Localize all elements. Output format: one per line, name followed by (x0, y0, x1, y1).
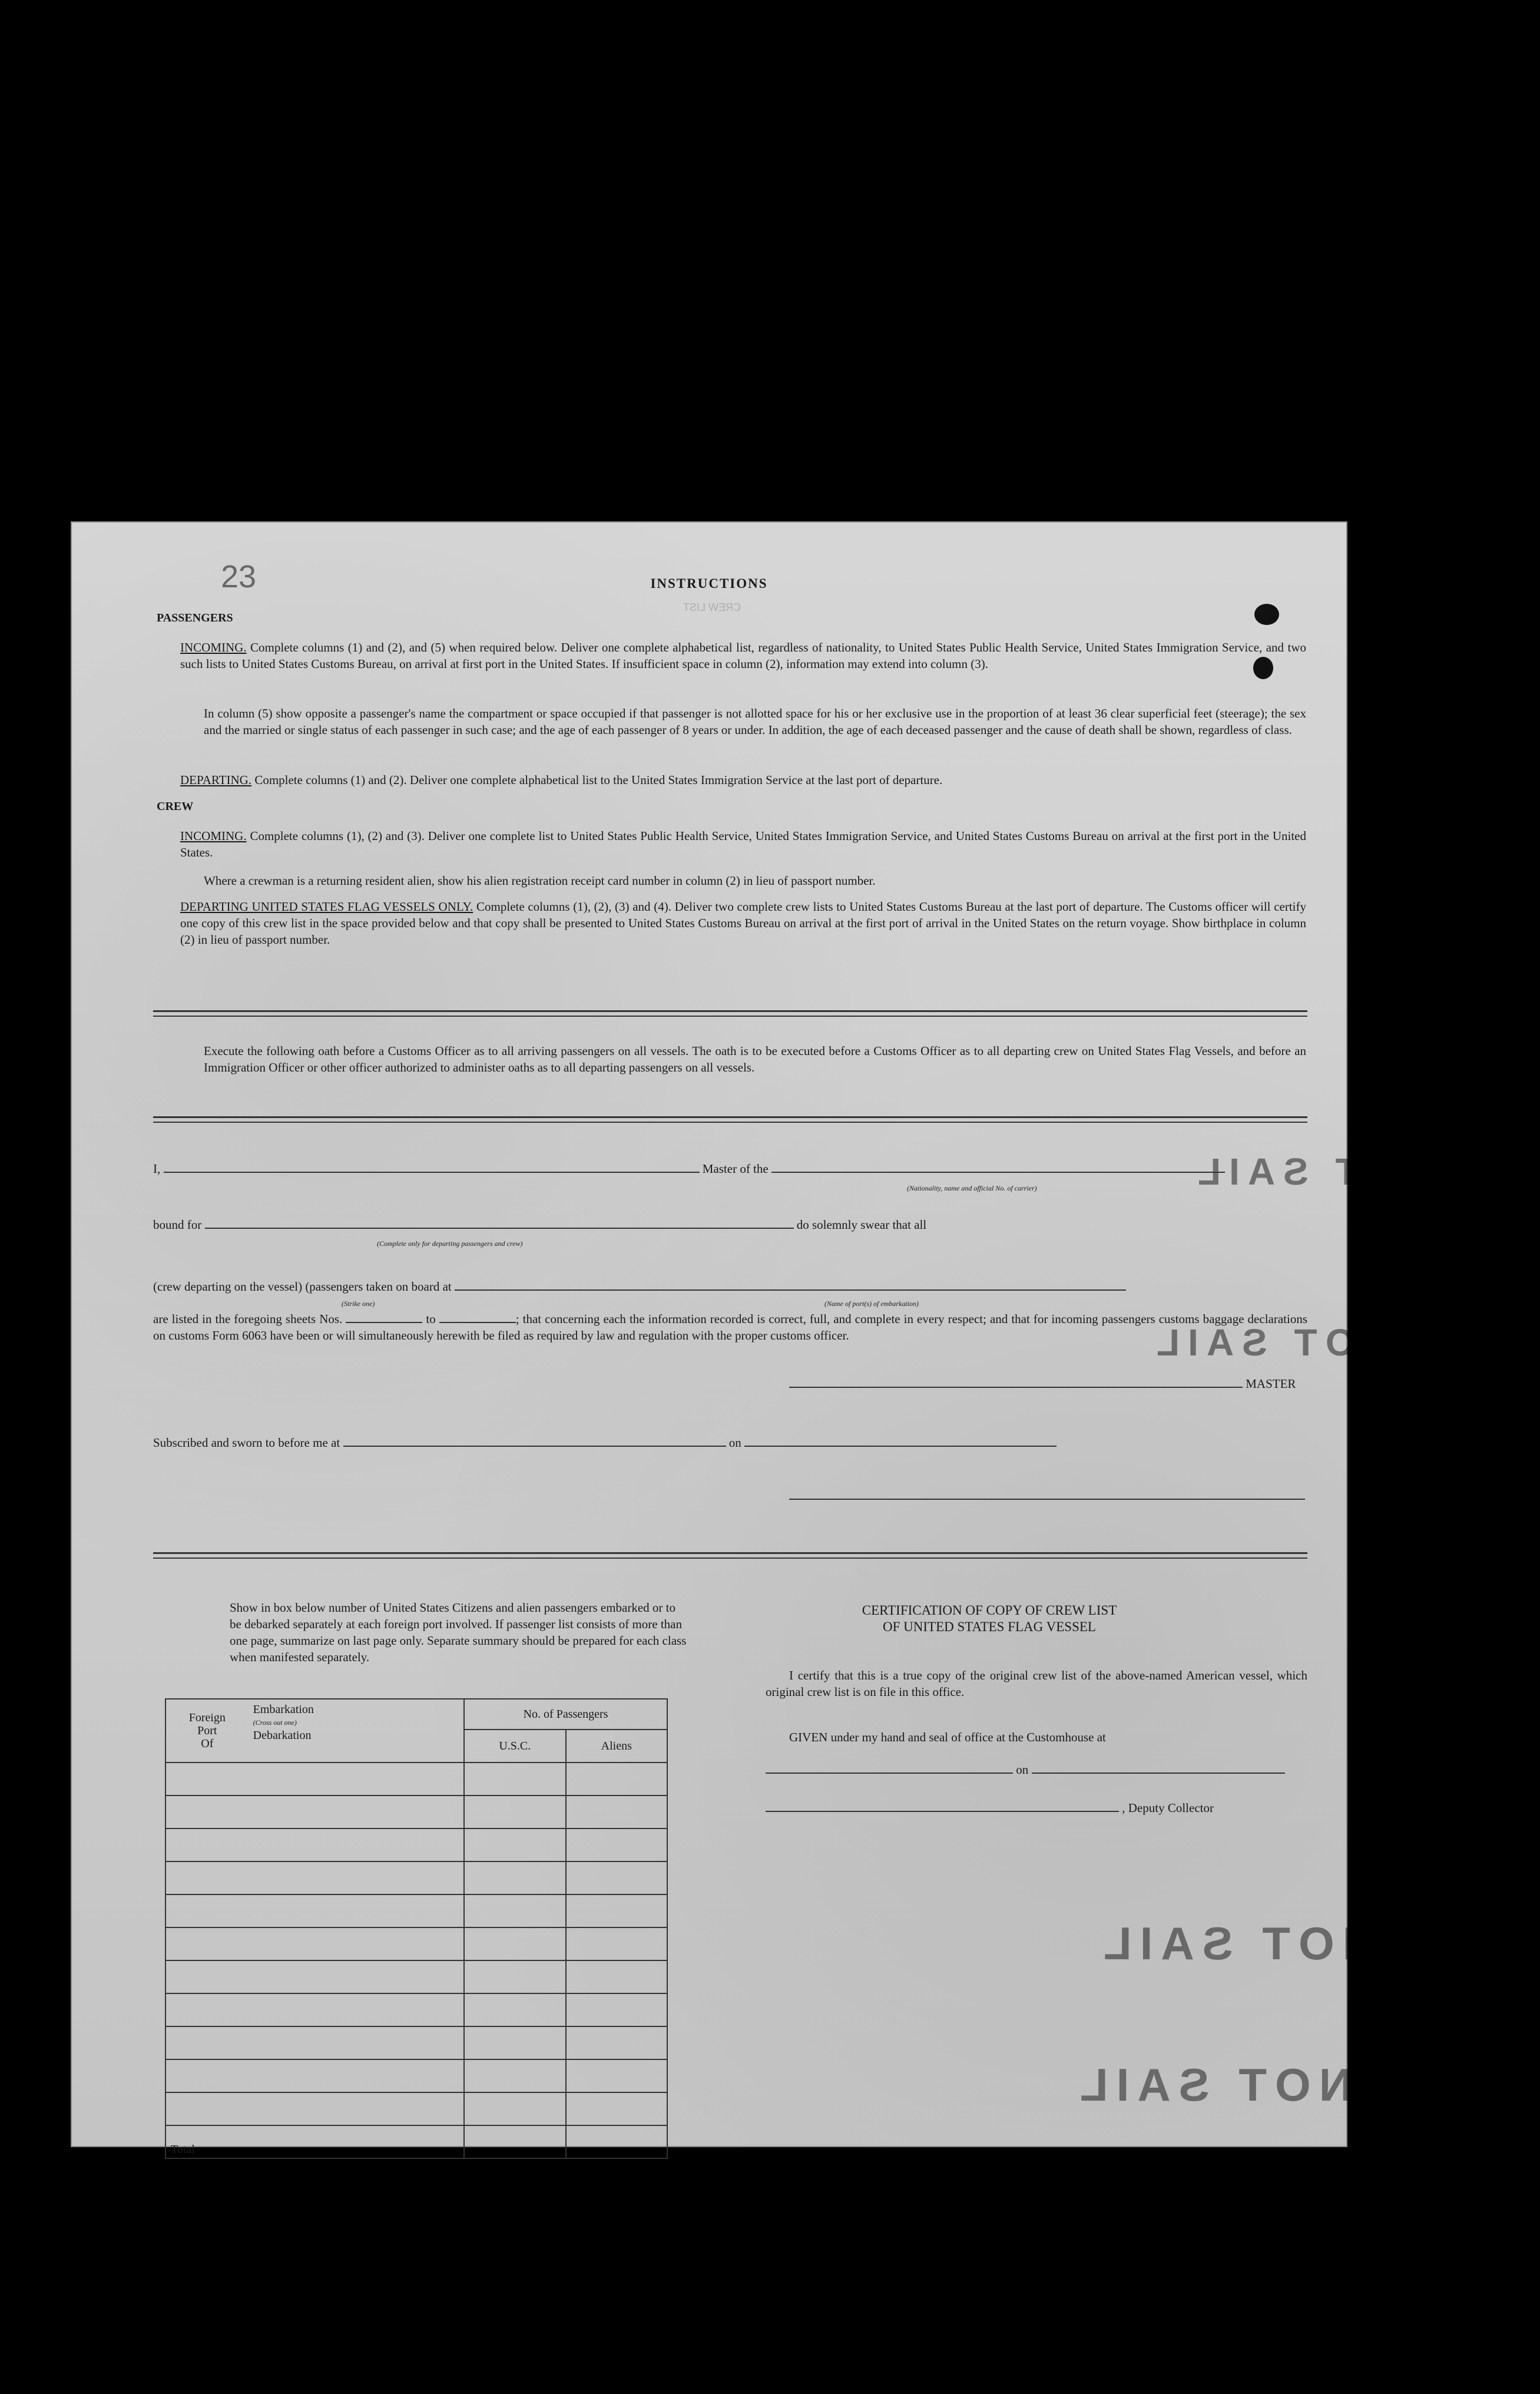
passengers-incoming-paragraph (180, 639, 1306, 672)
section-divider (153, 1552, 1307, 1559)
table-total-row (165, 2125, 667, 2158)
oath-intro: Execute the following oath before a Customs Officer as to all arriving passengers on all vessels. The oath is to be executed before a Customs Officer as to all departing crew on United States Flag Vessels, and before an Immigration Officer or other officer authorized to administer oaths as to all departing passengers on all vessels. (204, 1044, 1306, 1074)
certification-given-text: GIVEN under my hand and seal of office at the Customhouse at (789, 1730, 1106, 1744)
summary-instructions: Show in box below number of United States Citizens and alien passengers embarked or to be debarked separately at each foreign port involved. If passenger list consists of more than one page, summarize on last page only. Separate summary should be prepared for each class when manifested separately. (230, 1601, 687, 1664)
passengers-heading: PASSENGERS (157, 611, 233, 624)
master-name-field[interactable] (164, 1172, 700, 1173)
oath-concerning-text: ; that concerning each the information recorded is correct, full, and complete in every respect; and that for incoming passengers customs baggage declarations on customs Form 6063 have been or will simultaneously herewith be filed as required by law and regulation with the proper customs officer. (153, 1312, 1308, 1343)
crew-incoming-paragraph (180, 828, 1306, 861)
oath-crew-departing: (crew departing on the vessel) (passengers taken on board at (153, 1279, 452, 1294)
crew-incoming-label: INCOMING. (180, 829, 247, 843)
sheet-to-field[interactable] (439, 1322, 516, 1323)
document-page (71, 521, 1540, 2156)
col-aliens-header: Aliens (601, 1740, 632, 1752)
passengers-column5-paragraph: In column (5) show opposite a passenger's name the compartment or space occupied if that passenger is not allotted space for his or her exclusive use in the proportion of at least 36 clear superficial feet (steerage); the sex and the married or single status of each passenger in such case; and the age of each passenger of 8 years or under. In addition, the age of each deceased passenger and the cause of death shall be shown, regardless of class. (204, 706, 1306, 737)
officer-signature-line (789, 1487, 1307, 1504)
port-embarkation-field[interactable] (455, 1289, 1126, 1291)
crew-alien-paragraph: Where a crewman is a returning resident alien, show his alien registration receipt card number in column (2) in lieu of passport number. (204, 874, 876, 888)
crew-incoming-text: Complete columns (1), (2) and (3). Deliver one complete list to United States Public Health Service, United States Immigration Service, and United States Customs Bureau on arrival at the first port in the United States. (180, 829, 1307, 859)
strike-one-caption: (Strike one) (342, 1299, 375, 1308)
deputy-collector-signature-field[interactable] (766, 1811, 1119, 1812)
crew-departing-paragraph (180, 898, 1306, 948)
passengers-incoming-label: INCOMING. (180, 640, 247, 654)
master-label: MASTER (1246, 1377, 1296, 1391)
col-usc-header: U.S.C. (465, 1730, 566, 1762)
passengers-departing-text: Complete columns (1) and (2). Deliver one complete alphabetical list to the United States Immigration Service at the last port of departure. (254, 773, 943, 787)
table-row[interactable] (165, 1861, 667, 1894)
passenger-summary-table (165, 1698, 668, 2159)
vessel-name-field[interactable] (771, 1172, 1225, 1173)
crew-heading: CREW (157, 800, 194, 813)
master-signature-line (789, 1375, 1307, 1392)
oath-bound-for: bound for (153, 1218, 202, 1232)
bound-for-field[interactable] (205, 1228, 794, 1229)
oath-master-of: Master of the (702, 1162, 769, 1176)
certification-date-line (766, 1761, 1307, 1778)
certification-certify-text: I certify that this is a true copy of the original crew list of the above-named American vessel, which original crew list is on file in this office. (766, 1668, 1307, 1699)
table-header-row (165, 1699, 667, 1763)
oath-to: to (426, 1312, 436, 1326)
section-divider (153, 1116, 1307, 1123)
col-foreign-port-header: Foreign Port Of (165, 1699, 249, 1763)
section-divider (153, 1010, 1307, 1017)
oath-line-master (153, 1160, 1307, 1177)
certification-date-field[interactable] (1032, 1773, 1285, 1774)
nationality-caption: (Nationality, name and official No. of carrier) (907, 1184, 1037, 1192)
subscribed-on: on (728, 1436, 741, 1450)
certification-on: on (1016, 1763, 1029, 1777)
officer-signature-field[interactable] (789, 1499, 1305, 1500)
table-row[interactable] (165, 1763, 667, 1795)
table-row[interactable] (165, 1927, 667, 1960)
table-row[interactable] (165, 1795, 667, 1828)
subscribed-text: Subscribed and sworn to before me at (153, 1436, 340, 1450)
oath-i-label: I, (153, 1162, 161, 1176)
bleed-through-stamp: DID NOT SAIL (1190, 1150, 1540, 1193)
page-title: INSTRUCTIONS (650, 576, 768, 591)
passengers-departing-paragraph (180, 772, 1306, 788)
table-row[interactable] (165, 1993, 667, 2026)
certification-title-line2: OF UNITED STATES FLAG VESSEL (883, 1619, 1096, 1634)
oath-listed-text: are listed in the foregoing sheets Nos. (153, 1312, 343, 1326)
table-row[interactable] (165, 1828, 667, 1861)
table-row[interactable] (165, 1960, 667, 1993)
master-signature-field[interactable] (789, 1387, 1243, 1388)
table-row[interactable] (165, 2026, 667, 2059)
subscribed-line (153, 1434, 1307, 1451)
port-caption: (Name of port(s) of embarkation) (824, 1299, 919, 1308)
subscribed-date-field[interactable] (744, 1446, 1057, 1447)
certification-title (766, 1602, 1213, 1635)
table-row[interactable] (165, 2059, 667, 2092)
passengers-departing-label: DEPARTING. (180, 773, 252, 787)
col-embarkation-header: Embarkation (Cross out one) Debarkation (249, 1699, 464, 1763)
bleed-through-stamp: DID NOT SAIL (1095, 1917, 1501, 1969)
ink-blot (1254, 604, 1279, 625)
bleed-through-crew-list: CREW LIST (683, 601, 741, 613)
passengers-incoming-text: Complete columns (1) and (2), and (5) when required below. Deliver one complete alphabetical list, regardless of nationality, to United States Public Health Service, United States Immigration Service, and two such lists to United States Customs Bureau, on arrival at first port in the United States. If insufficient space in column (2), information may extend into column (3). (180, 640, 1307, 671)
subscribed-place-field[interactable] (343, 1446, 726, 1447)
table-row[interactable] (165, 1894, 667, 1927)
bleed-through-stamp: DID NOT SAIL (1072, 2059, 1477, 2111)
bleed-through-handwritten-number: 23 (221, 559, 257, 594)
total-label: Total (171, 2143, 195, 2156)
certification-title-line1: CERTIFICATION OF COPY OF CREW LIST (862, 1603, 1117, 1618)
oath-listed-paragraph (153, 1311, 1307, 1344)
table-row[interactable] (165, 2092, 667, 2125)
bleed-through-stamp: DID NOT SAIL (1148, 1321, 1499, 1364)
oath-line-bound (153, 1216, 1307, 1233)
deputy-collector-label: , Deputy Collector (1122, 1801, 1214, 1815)
col-no-passengers-header: No. of Passengers U.S.C. Aliens (464, 1699, 667, 1763)
oath-line-crew-departing (153, 1278, 1307, 1295)
crew-departing-label: DEPARTING UNITED STATES FLAG VESSELS ONLY. (180, 900, 473, 914)
complete-only-caption: (Complete only for departing passengers and crew) (377, 1239, 523, 1248)
customhouse-field[interactable] (766, 1773, 1013, 1774)
deputy-collector-line (766, 1800, 1307, 1816)
crew-departing-text: Complete columns (1), (2), (3) and (4). Deliver two complete crew lists to United States Customs Bureau at the last port of departure. The Customs officer will certify one copy of this crew list in the space provided below and that copy shall be presented to United States Customs Bureau on arrival at the first port of arrival in the United States on the return voyage. Show birthplace in column (2) in lieu of passport number. (180, 900, 1307, 947)
oath-solemnly: do solemnly swear that all (796, 1218, 927, 1232)
sheet-from-field[interactable] (346, 1322, 422, 1323)
